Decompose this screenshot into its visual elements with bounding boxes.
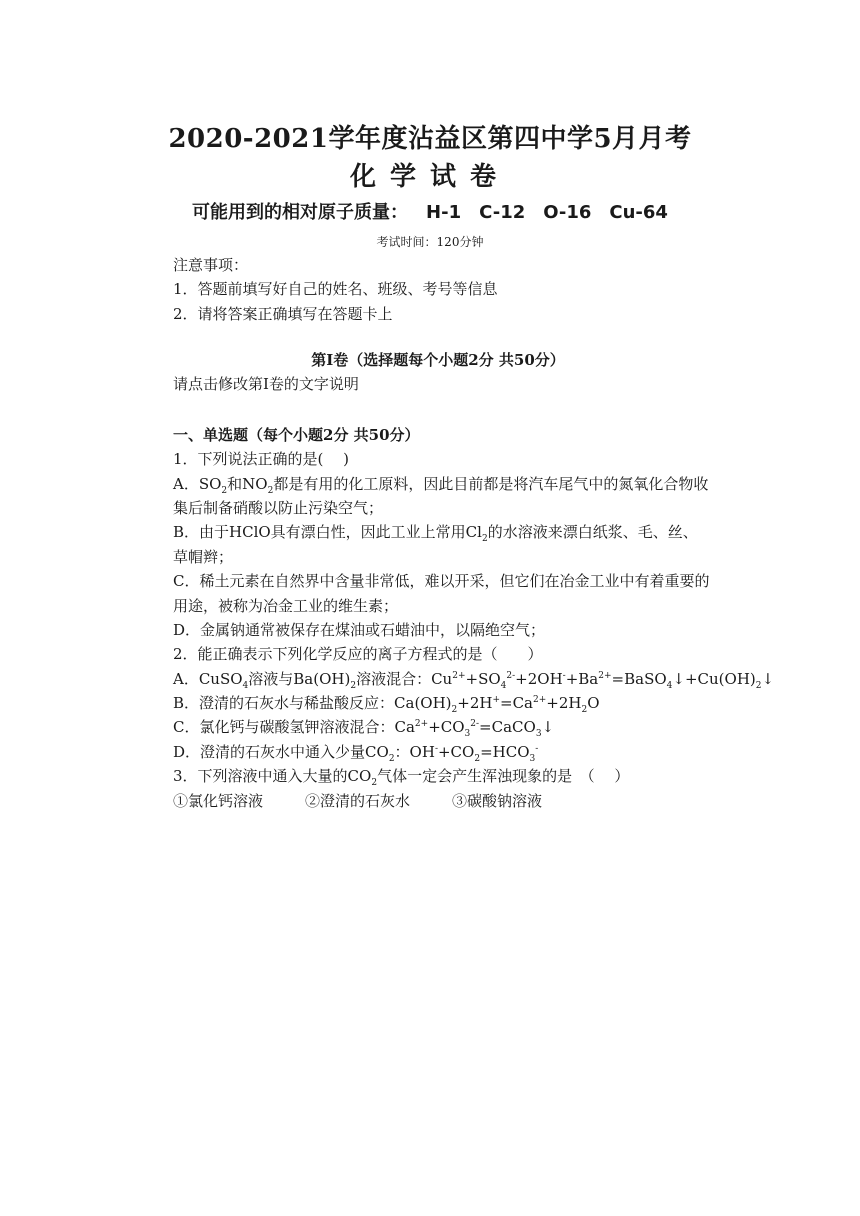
q1-option-d: D．金属钠通常被保存在煤油或石蜡油中，以隔绝空气； [173,620,546,639]
part1-title: 第I卷（选择题每个小题2分 共50分） [311,351,565,369]
exam-subtitle: 化学试卷 [349,162,510,192]
q2-stem: 2．能正确表示下列化学反应的离子方程式的是（ ） [173,645,543,664]
mass-c: C-12 [479,202,526,223]
part1-description: 请点击修改第I卷的文字说明 [173,375,359,394]
q2-option-b: B．澄清的石灰水与稀盐酸反应：$Ca(OH)_2+2H^+=Ca^{2+}+2H_2O$ [173,694,600,716]
q2-option-d: D．澄清的石灰水中通入少量$CO_2$：$OH^-+CO_2=HCO_3^-$ [173,742,539,764]
q1-option-a-cont: 集后制备硝酸以防止污染空气； [173,498,384,517]
q2-option-c: C．氯化钙与碳酸氢钾溶液混合：$Ca^{2+}+CO_3^{2-}=CaCO_3↓$ [173,718,555,740]
q2-option-a: A．CuSO$_4$溶液与$Ba(OH)_2$溶液混合：$Cu^{2+}+SO_4^{2-}+2OH^-+Ba^{2+}=BaSO_4↓+Cu(OH)_2↓$ [173,669,775,691]
mass-h: H-1 [426,202,462,223]
notes-heading: 注意事项： [173,256,249,274]
q3-option-3: ③碳酸钠溶液 [452,791,543,810]
note-item-2: 2．请将答案正确填写在答题卡上 [173,304,393,323]
q1-stem: 1．下列说法正确的是( ) [173,450,350,469]
q1-option-c: C．稀土元素在自然界中含量非常低，难以开采，但它们在冶金工业中有着重要的 [173,572,710,591]
note-item-1: 1．答题前填写好自己的姓名、班级、考号等信息 [173,280,498,299]
q1-option-c-cont: 用途，被称为冶金工业的维生素； [173,596,399,615]
masses-label: 可能用到的相对原子质量： [192,202,409,223]
q1-option-b-cont: 草帽辫； [173,547,234,566]
mass-o: O-16 [543,202,592,223]
q1-option-a: A．$SO_2$和$NO_2$都是有用的化工原料，因此目前都是将汽车尾气中的氮氧化合物收 [173,474,709,496]
notes-block [173,253,703,326]
questions-block [173,348,775,813]
q1-option-b: B．由于HClO具有漂白性，因此工业上常用$Cl_2$的水溶液来漂白纸浆、毛、丝、 [173,523,698,545]
q3-option-1: ①氯化钙溶液 [173,791,264,810]
exam-title: 2020-2021学年度沾益区第四中学5月月考 [168,124,692,154]
q3-stem: 3．下列溶液中通入大量的$CO_2$气体一定会产生浑浊现象的是 （ ） [173,767,630,789]
section-heading: 一、单选题（每个小题2分 共50分） [173,425,420,444]
q3-options [173,789,703,813]
mass-cu: Cu-64 [609,202,668,223]
relative-atomic-masses [0,198,860,224]
q3-option-2: ②澄清的石灰水 [305,791,411,810]
exam-time: 考试时间：120分钟 [376,235,484,249]
